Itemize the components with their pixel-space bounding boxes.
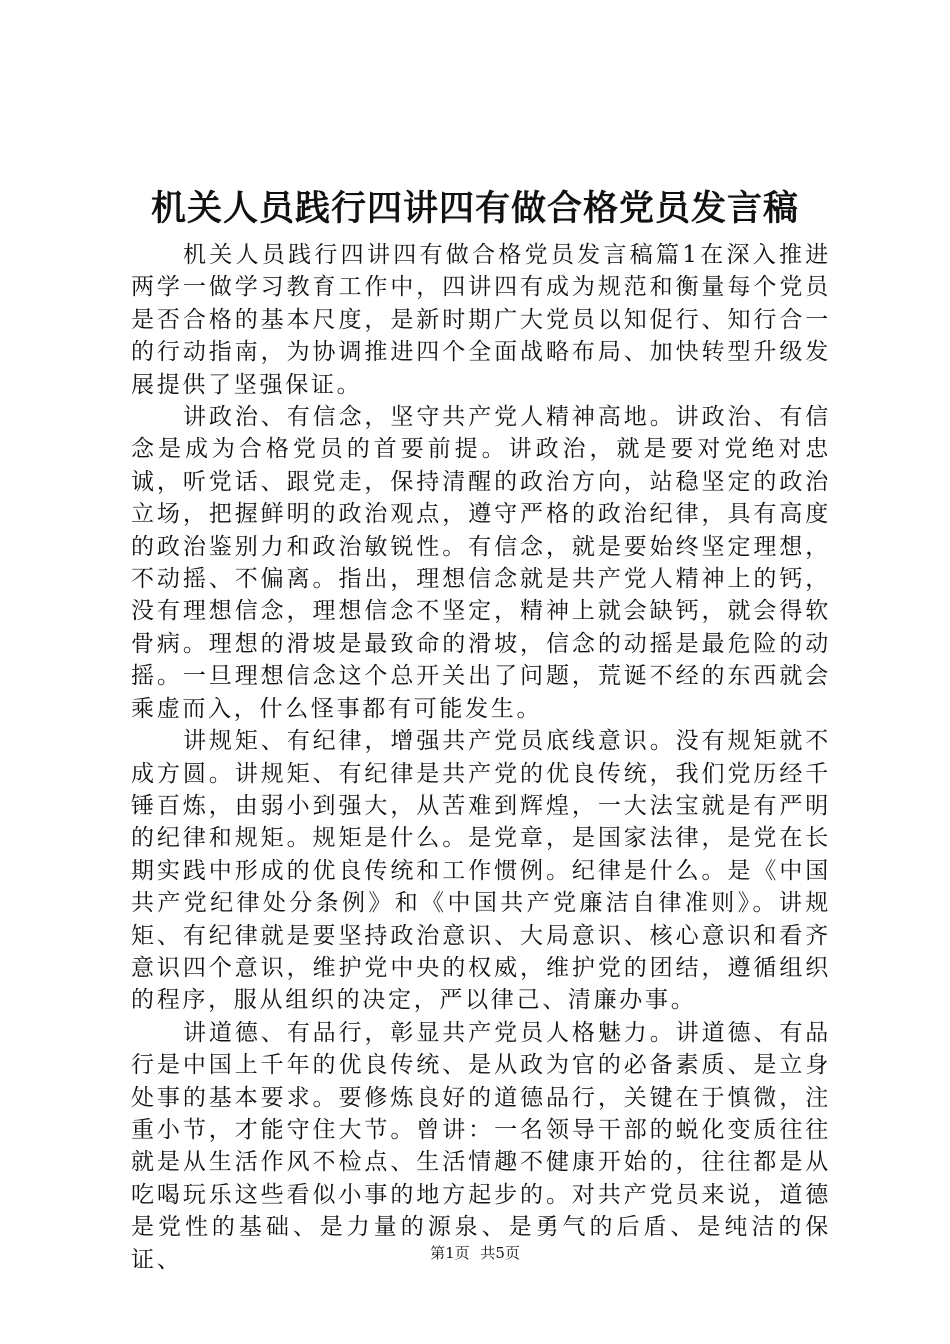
page-total: 共5页 [480, 1244, 520, 1262]
page-footer [0, 1242, 950, 1264]
document-title: 机关人员践行四讲四有做合格党员发言稿 [150, 188, 799, 229]
paragraph: 讲政治、有信念，坚守共产党人精神高地。讲政治、有信念是成为合格党员的首要前提。讲政治，就是要对党绝对忠诚，听党话、跟党走，保持清醒的政治方向，站稳坚定的政治立场，把握鲜明的政治观点，遵守严格的政治纪律，具有高度的政治鉴别力和政治敏锐性。有信念，就是要始终坚定理想，不动摇、不偏离。指出，理想信念就是共产党人精神上的钙，没有理想信念，理想信念不坚定，精神上就会缺钙，就会得软骨病。理想的滑坡是最致命的滑坡，信念的动摇是最危险的动摇。一旦理想信念这个总开关出了问题，荒诞不经的东西就会乘虚而入，什么怪事都有可能发生。 [131, 404, 831, 722]
paragraph: 机关人员践行四讲四有做合格党员发言稿篇1在深入推进两学一做学习教育工作中，四讲四有成为规范和衡量每个党员是否合格的基本尺度，是新时期广大党员以知促行、知行合一的行动指南，为协调推进四个全面战略布局、加快转型升级发展提供了坚强保证。 [131, 242, 831, 398]
document-body [131, 239, 831, 1276]
page-number: 第1页 [430, 1244, 470, 1262]
paragraph: 讲道德、有品行，彰显共产党员人格魅力。讲道德、有品行是中国上千年的优良传统、是从政为官的必备素质、是立身处事的基本要求。要修炼良好的道德品行，关键在于慎微，注重小节，才能守住大节。曾讲：一名领导干部的蜕化变质往往就是从生活作风不检点、生活情趣不健康开始的，往往都是从吃喝玩乐这些看似小事的地方起步的。对共产党员来说，道德是党性的基础、是力量的源泉、是勇气的后盾、是纯洁的保证、 [131, 1019, 831, 1273]
paragraph: 讲规矩、有纪律，增强共产党员底线意识。没有规矩就不成方圆。讲规矩、有纪律是共产党的优良传统，我们党历经千锤百炼，由弱小到强大，从苦难到辉煌，一大法宝就是有严明的纪律和规矩。规矩是什么。是党章，是国家法律，是党在长期实践中形成的优良传统和工作惯例。纪律是什么。是《中国共产党纪律处分条例》和《中国共产党廉洁自律准则》。讲规矩、有纪律就是要坚持政治意识、大局意识、核心意识和看齐意识四个意识，维护党中央的权威，维护党的团结，遵循组织的程序，服从组织的决定，严以律己、清廉办事。 [131, 728, 831, 1014]
